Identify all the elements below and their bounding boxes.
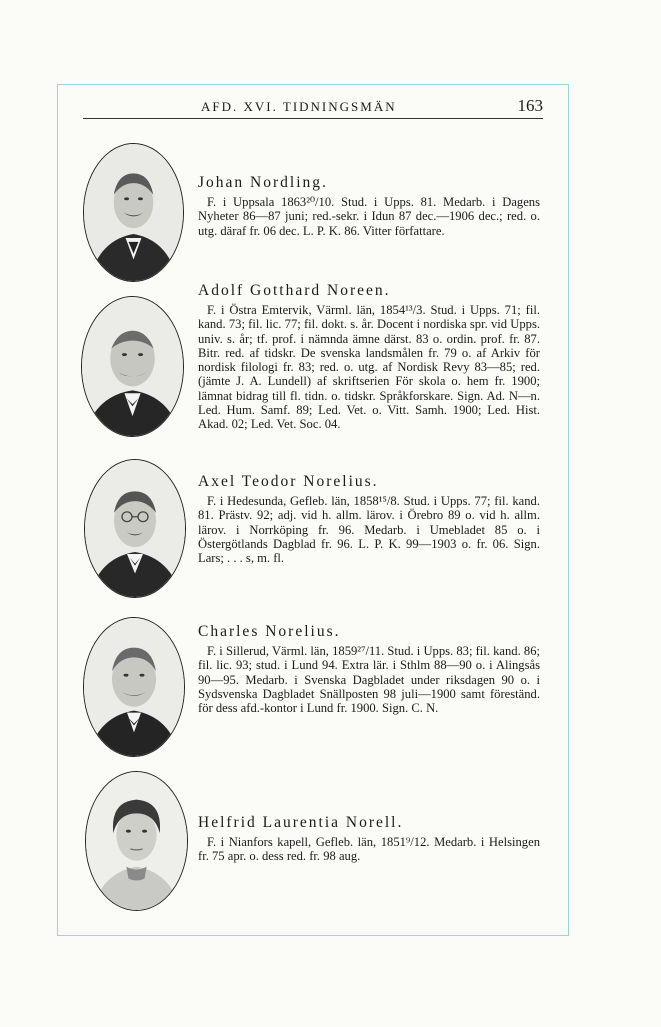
entry-name: Adolf Gotthard Noreen.: [198, 282, 391, 299]
entry-helfrid-norell: [198, 813, 540, 864]
entry-name: Charles Norelius.: [198, 623, 341, 640]
entry-bio: F. i Hedesunda, Gefleb. län, 1858¹⁵/8. Stud. i Upps. 77; fil. kand. 81. Prästv. 92; adj. vid h. allm. lärov. i Örebro 89 o. vid h. allm. lärov. i Norrköping fr. 96. Medarb. i Umebladet 85 o. i Östergötlands Dagblad fr. 96. L. P. K. 99—1903 o. fr. 06. Sign. Lars; . . . s, m. fl.: [198, 494, 540, 566]
portrait-johan-nordling: [83, 143, 184, 282]
entry-johan-nordling: [198, 173, 540, 238]
entry-bio: F. i Uppsala 1863²⁰/10. Stud. i Upps. 81. Medarb. i Dagens Nyheter 86—87 juni; red.-sekr. i Idun 87 dec.—1906 dec.; red. o. utg. däraf fr. 06 dec. L. P. K. 86. Vitter författare.: [198, 195, 540, 238]
page-header: [83, 96, 543, 118]
header-rule: [83, 118, 543, 119]
entry-bio: F. i Nianfors kapell, Gefleb. län, 1851⁹/12. Medarb. i Helsingen fr. 75 apr. o. dess red. fr. 98 aug.: [198, 835, 540, 864]
entry-bio: F. i Sillerud, Värml. län, 1859²⁷/11. Stud. i Upps. 83; fil. kand. 86; fil. lic. 93; stud. i Lund 94. Extra lär. i Sthlm 88—90 o. i Alingsås 90—95. Medarb. i Svenska Dagbladet under riksdagen 90 o. i Sydsvenska Dagbladet Snällposten 98 juli—1900 samt föreständ. för dess afd.-kontor i Lund fr. 1900. Sign. C. N.: [198, 644, 540, 716]
page-number: 163: [517, 96, 543, 115]
entry-axel-norelius: [198, 472, 540, 565]
portrait-helfrid-norell: [85, 771, 188, 911]
entry-bio: F. i Östra Emtervik, Värml. län, 1854¹³/3. Stud. i Upps. 71; fil. kand. 73; fil. lic. 77; fil. dokt. s. år. Docent i nordiska spr. vid Upps. univ. s. år; tf. prof. i nämnda ämne därst. 83 o. ordin. prof. fr. 87. Bitr. red. af tidskr. De svenska landsmålen fr. 79 o. af Arkiv för nordisk filologi fr. 83; red. o. utg. af Nordisk Revy 83—85; red. (jämte J. A. Lundell) af skriftserien För skola o. hem fr. 1900; lämnat bidrag till fl. tidn. o. tidskr. Språkforskare. Sign. Ad. N—n. Led. Hum. Samf. 89; Led. Vet. o. Vitt. Samh. 1900; Led. Hist. Akad. 02; Led. Vet. Soc. 04.: [198, 303, 540, 432]
running-title: AFD. XVI. TIDNINGSMÄN: [201, 99, 397, 114]
entry-name: Axel Teodor Norelius.: [198, 473, 379, 490]
portrait-adolf-noreen: [81, 296, 184, 437]
portrait-charles-norelius: [83, 617, 185, 757]
entry-adolf-noreen: [198, 281, 540, 432]
portrait-axel-norelius: [84, 459, 186, 598]
entry-name: Johan Nordling.: [198, 174, 328, 191]
entry-charles-norelius: [198, 622, 540, 715]
entry-name: Helfrid Laurentia Norell.: [198, 814, 404, 831]
